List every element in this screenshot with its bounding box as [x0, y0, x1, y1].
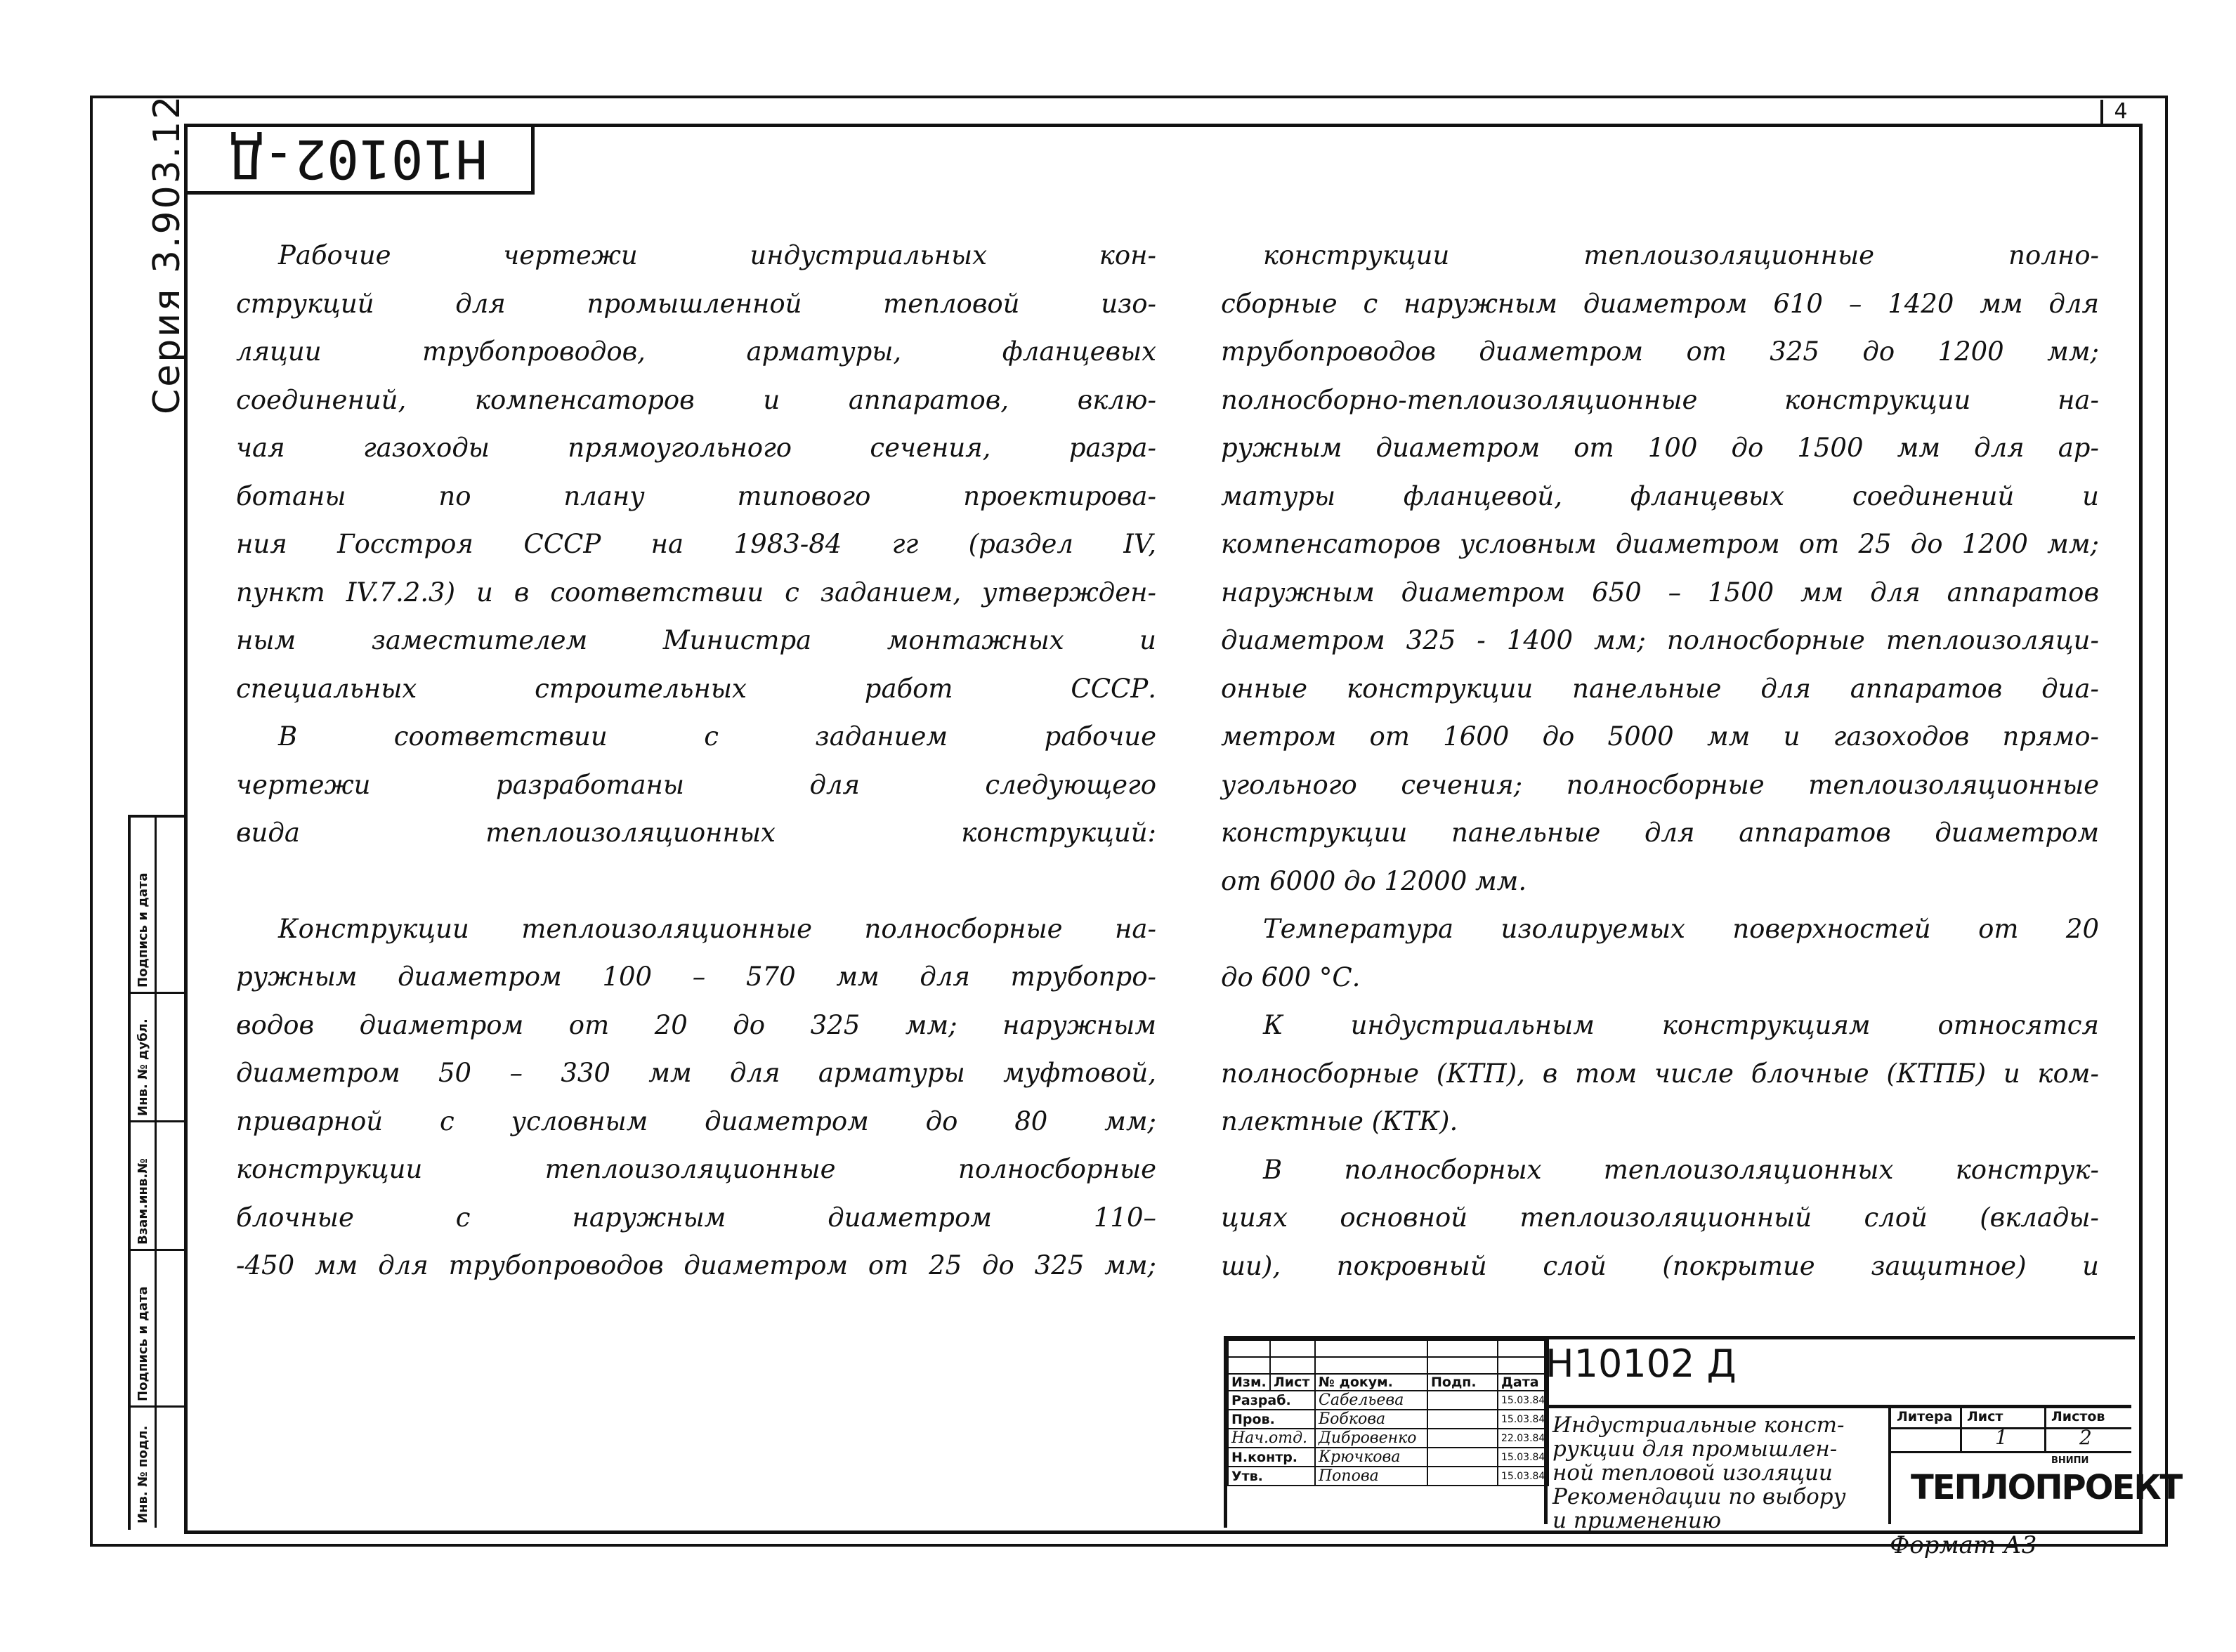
- litera-label: Литера: [1897, 1409, 1953, 1424]
- text-line: диаметром 325 - 1400 мм; полносборные теплоизоляци-: [1221, 625, 2099, 655]
- organization-logo: ТЕПЛОПРОЕКТ: [1911, 1468, 2182, 1507]
- text-line: метром от 1600 до 5000 мм и газоходов прямо-: [1221, 721, 2099, 752]
- document-title: [1552, 1413, 1883, 1533]
- title-block-divider: [1891, 1427, 2131, 1429]
- text-line: циях основной теплоизоляционный слой (вклады-: [1221, 1202, 2099, 1233]
- text-line: ружным диаметром 100 – 570 мм для трубопро-: [236, 962, 1156, 992]
- text-line: соединений, компенсаторов и аппаратов, вклю-: [236, 384, 1156, 415]
- text-line: ши), покровный слой (покрытие защитное) и: [1221, 1250, 2099, 1281]
- sheets-value: 2: [2079, 1426, 2092, 1449]
- text-line: матуры фланцевой, фланцевых соединений и: [1221, 480, 2099, 511]
- header-cell: Изм.: [1228, 1374, 1270, 1391]
- text-line: специальных строительных работ СССР.: [236, 673, 1156, 704]
- header-cell: Дата: [1498, 1374, 1548, 1391]
- text-line: чая газоходы прямоугольного сечения, разра-: [236, 433, 1156, 463]
- text-line: Рабочие чертежи индустриальных кон-: [278, 240, 1156, 270]
- top-stamp-code: Н10102-Д: [230, 128, 488, 190]
- date-cell: 15.03.84: [1498, 1410, 1548, 1429]
- sheet-value: 1: [1995, 1426, 2008, 1449]
- text-line: ния Госстроя СССР на 1983-84 гг (раздел IV,: [236, 529, 1156, 559]
- text-line: В соответствии с заданием рабочие: [278, 721, 1156, 752]
- date-cell: 22.03.84: [1498, 1429, 1548, 1448]
- signature-table: [1227, 1339, 1549, 1486]
- right-text-column: [1221, 232, 2099, 1290]
- name-cell: Сабельева: [1315, 1391, 1427, 1410]
- title-line: Рекомендации по выбору: [1552, 1484, 1846, 1509]
- text-line: конструкции теплоизоляционные полно-: [1263, 240, 2099, 270]
- name-cell: Дибровенко: [1315, 1429, 1427, 1448]
- strip-label: Подпись и дата: [136, 1286, 150, 1401]
- strip-cell: [131, 1408, 187, 1528]
- text-line: полносборно-теплоизоляционные конструкции на-: [1221, 384, 2099, 415]
- role-cell: Н.контр.: [1228, 1448, 1315, 1467]
- text-line: компенсаторов условным диаметром от 25 до 1200 мм;: [1221, 529, 2099, 559]
- text-line: онные конструкции панельные для аппаратов диа-: [1221, 673, 2099, 704]
- document-code: Н10102 Д: [1545, 1342, 1737, 1386]
- text-line: К индустриальным конструкциям относятся: [1263, 1010, 2099, 1040]
- title-line: Индустриальные конст-: [1552, 1412, 1845, 1438]
- name-cell: Бобкова: [1315, 1410, 1427, 1429]
- title-block-divider: [1891, 1451, 2131, 1453]
- text-line: блочные с наружным диаметром 110–: [236, 1202, 1156, 1233]
- text-line: ружным диаметром от 100 до 1500 мм для ар-: [1221, 433, 2099, 463]
- text-line: до 600 °С.: [1221, 962, 1361, 992]
- strip-cell: [131, 994, 187, 1122]
- top-stamp: [187, 126, 535, 195]
- sheet-label: Лист: [1967, 1409, 2003, 1424]
- text-line: Температура изолируемых поверхностей от 20: [1263, 914, 2099, 944]
- title-line: ной тепловой изоляции: [1552, 1460, 1833, 1486]
- sheet-number: 4: [2100, 100, 2138, 126]
- role-cell: Утв.: [1228, 1467, 1315, 1486]
- text-line: пункт IV.7.2.3) и в соответствии с заданием, утвержден-: [236, 577, 1156, 608]
- text-line: диаметром 50 – 330 мм для арматуры муфтовой,: [236, 1058, 1156, 1088]
- header-cell: Лист: [1270, 1374, 1315, 1391]
- title-line: и применению: [1552, 1508, 1722, 1533]
- series-label: [146, 93, 188, 415]
- role-cell: Пров.: [1228, 1410, 1315, 1429]
- strip-cell: [131, 818, 187, 994]
- date-cell: 15.03.84: [1498, 1467, 1548, 1486]
- text-line: от 6000 до 12000 мм.: [1221, 865, 1527, 896]
- date-cell: 15.03.84: [1498, 1391, 1548, 1410]
- title-block-divider: [1960, 1405, 1962, 1451]
- strip-label: Инв. № дубл.: [136, 1018, 150, 1116]
- name-cell: Попова: [1315, 1467, 1427, 1486]
- title-block-divider: [1888, 1405, 1891, 1524]
- left-stamp-strip: [128, 815, 187, 1530]
- text-line: чертежи разработаны для следующего: [236, 769, 1156, 800]
- sheets-label: Листов: [2051, 1409, 2105, 1424]
- role-cell: Разраб.: [1228, 1391, 1315, 1410]
- text-line: Конструкции теплоизоляционные полносборные на-: [278, 913, 1156, 944]
- text-line: плектные (КТК).: [1221, 1106, 1458, 1136]
- text-line: сборные с наружным диаметром 610 – 1420 мм для: [1221, 288, 2099, 319]
- org-mark: ВНИПИ: [2051, 1455, 2089, 1466]
- left-text-column: [236, 232, 1156, 1290]
- strip-cell: [131, 1122, 187, 1251]
- strip-label: Инв. № подл.: [136, 1425, 150, 1523]
- text-line: приварной с условным диаметром до 80 мм;: [236, 1106, 1156, 1136]
- text-line: полносборные (КТП), в том числе блочные (КТПБ) и ком-: [1221, 1058, 2099, 1089]
- text-line: трубопроводов диаметром от 325 до 1200 мм;: [1221, 336, 2099, 367]
- series-text: Серия 3.903.12: [146, 93, 188, 414]
- text-line: угольного сечения; полносборные теплоизоляционные: [1221, 769, 2099, 800]
- text-line: ляции трубопроводов, арматуры, фланцевых: [236, 336, 1156, 367]
- text-line: конструкции панельные для аппаратов диаметром: [1221, 818, 2099, 848]
- role-cell: Нач.отд.: [1228, 1429, 1315, 1448]
- title-block-divider: [2044, 1405, 2046, 1451]
- text-line: ным заместителем Министра монтажных и: [236, 625, 1156, 655]
- strip-label: Взам.инв.№: [136, 1158, 150, 1245]
- title-line: рукции для промышлен-: [1552, 1436, 1838, 1462]
- text-line: струкций для промышленной тепловой изо-: [236, 288, 1156, 319]
- text-line: наружным диаметром 650 – 1500 мм для аппаратов: [1221, 577, 2099, 608]
- header-cell: № докум.: [1315, 1374, 1427, 1391]
- title-block-divider: [1544, 1405, 2131, 1408]
- text-line: -450 мм для трубопроводов диаметром от 25 до 325 мм;: [236, 1250, 1156, 1280]
- text-line: водов диаметром от 20 до 325 мм; наружным: [236, 1009, 1156, 1040]
- date-cell: 15.03.84: [1498, 1448, 1548, 1467]
- name-cell: Крючкова: [1315, 1448, 1427, 1467]
- text-line: В полносборных теплоизоляционных конструк-: [1263, 1154, 2099, 1185]
- format-label: Формат А3: [1890, 1531, 2037, 1559]
- header-cell: Подп.: [1427, 1374, 1498, 1391]
- strip-cell: [131, 1251, 187, 1408]
- strip-label: Подпись и дата: [136, 872, 150, 988]
- text-line: конструкции теплоизоляционные полносборные: [236, 1154, 1156, 1184]
- text-line: ботаны по плану типового проектирова-: [236, 480, 1156, 511]
- text-line: вида теплоизоляционных конструкций:: [236, 818, 1156, 848]
